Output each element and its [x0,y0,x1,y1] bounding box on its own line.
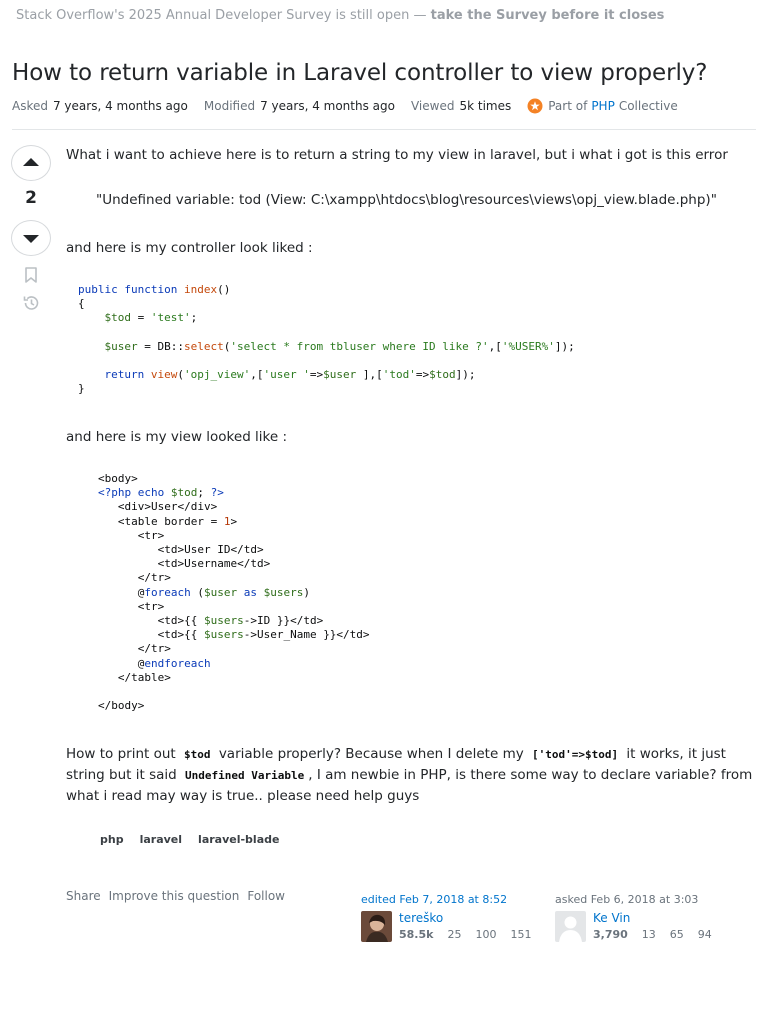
question-title[interactable]: How to return variable in Laravel controller to view properly? [12,60,708,86]
vote-count: 2 [25,188,37,208]
arrow-up-icon [22,154,40,172]
asker-gold-badges: 13 [641,928,656,941]
asker-stats [593,928,726,941]
title-divider [12,129,756,130]
p4-text-b: variable properly? Because when I delete my [218,746,524,762]
survey-banner-link[interactable]: take the Survey before it closes [430,8,665,23]
asker-card [555,893,726,942]
tag-php[interactable]: php [94,829,130,850]
asker-bronze-badges: 94 [697,928,712,941]
edited-time-link[interactable]: edited Feb 7, 2018 at 8:52 [361,893,508,906]
post-paragraph: What i want to achieve here is to return a string to my view in laravel, but i what i got is this error [66,147,728,163]
editor-gold-badges: 25 [447,928,462,941]
timeline-button[interactable] [21,293,41,313]
editor-avatar[interactable] [361,911,392,942]
history-icon [22,294,40,312]
controller-code-block: public function index() { $tod = 'test'; $user = DB::select('select * from tbluser where ID like ?',['%USER%']); return view('opj_view',['user '=>$user ],['tod'=>$tod]); } [78,283,575,396]
p4-text-d: , I am newbie in PHP, is there some way to declare variable? from what i read may way is true.. please need help guys [66,767,753,804]
editor-reputation: 58.5k [399,928,434,941]
question-meta [12,98,678,114]
viewed-label: Viewed [410,99,455,113]
inline-code: Undefined Variable [185,769,305,782]
editor-card [361,893,545,942]
collective-prefix: Part of [548,99,588,113]
editor-name[interactable]: tereško [399,911,444,925]
asker-reputation: 3,790 [593,928,628,941]
tag-laravel[interactable]: laravel [134,829,188,850]
p4-text-c: it works, it just string but it said [66,746,726,783]
asker-name[interactable]: Ke Vin [593,911,631,925]
arrow-down-icon [22,229,40,247]
bookmark-icon [24,267,38,283]
vote-up-button[interactable] [11,145,51,181]
editor-bronze-badges: 151 [510,928,532,941]
asked-label: Asked [12,99,48,113]
collective-link[interactable] [527,98,677,114]
php-collective-badge-icon [527,98,543,114]
post-paragraph: and here is my controller look liked : [66,240,313,256]
asked-time: asked Feb 6, 2018 at 3:03 [555,893,699,906]
editor-stats [399,928,545,941]
collective-name[interactable]: PHP [591,99,615,113]
view-code-block: <body> <?php echo $tod; ?> <div>User</div> <table border = 1> <tr> <td>User ID</td> <td>Username</td> </tr> @foreach ($user as $users) <tr> <td>{{ $users->ID }}</td> <td>{{ $users->User_Name }}</td> </tr> @endforeach </table> </body> [98,472,370,713]
inline-code: $tod [184,748,211,761]
viewed-value: 5k times [459,99,512,113]
post-paragraph: and here is my view looked like : [66,429,288,445]
asked-value: 7 years, 4 months ago [52,99,188,113]
survey-banner [16,8,664,23]
share-link[interactable]: Share [66,889,101,903]
post-actions [66,889,293,903]
follow-link[interactable]: Follow [247,889,285,903]
inline-code: ['tod'=>$tod] [532,748,619,761]
asker-avatar[interactable] [555,911,586,942]
improve-question-link[interactable]: Improve this question [108,889,240,903]
tag-list [94,829,289,850]
asker-silver-badges: 65 [669,928,684,941]
survey-banner-text: Stack Overflow's 2025 Annual Developer Survey is still open — [16,8,427,23]
modified-label: Modified [203,99,256,113]
modified-value[interactable]: 7 years, 4 months ago [260,99,395,113]
vote-down-button[interactable] [11,220,51,256]
collective-suffix: Collective [618,99,678,113]
bookmark-button[interactable] [21,265,41,285]
editor-silver-badges: 100 [475,928,497,941]
p4-text-a: How to print out [66,746,176,762]
post-paragraph [66,744,756,806]
tag-laravel-blade[interactable]: laravel-blade [192,829,285,850]
error-blockquote: "Undefined variable: tod (View: C:\xampp\htdocs\blog\resources\views\opj_view.blade.php)" [96,192,717,208]
